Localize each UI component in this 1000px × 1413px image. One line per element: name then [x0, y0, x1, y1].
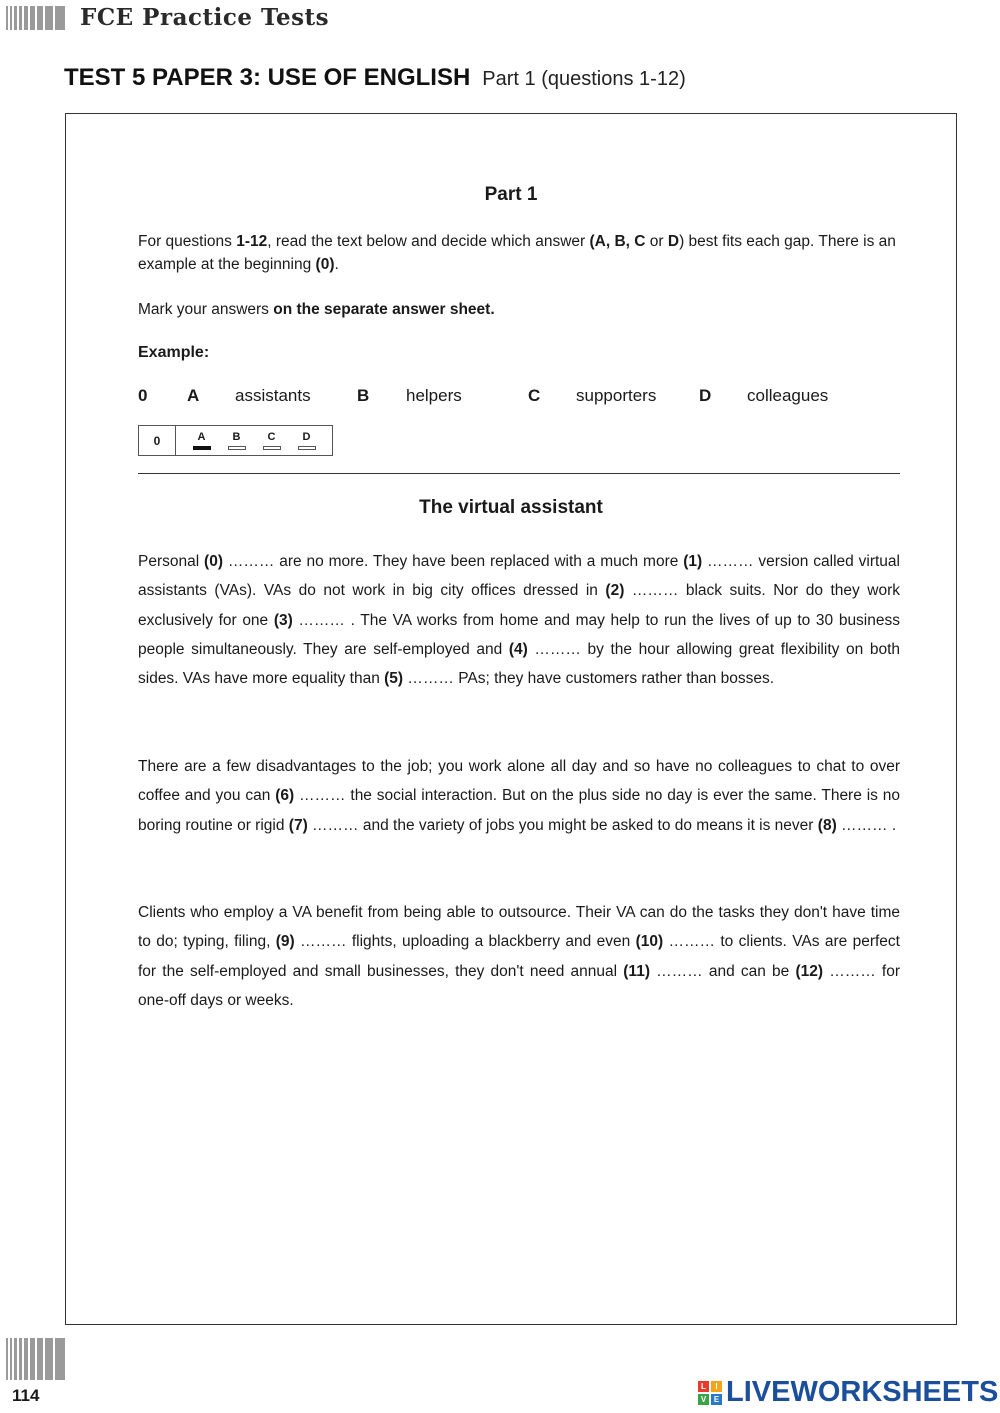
- text-run: ……… and can be: [649, 962, 796, 980]
- text-run: ……… and the variety of jobs you might be asked to do means it is never: [307, 816, 818, 834]
- option-text-d: colleagues: [747, 386, 829, 405]
- text-run: ……… black suits. Nor do they work exclusively for one: [138, 582, 900, 629]
- text-title: The virtual assistant: [419, 497, 603, 518]
- answer-letter-a: A: [197, 430, 206, 443]
- page-number: 114: [12, 1386, 40, 1405]
- gap-number: (4): [508, 640, 528, 658]
- gap-number: (0): [315, 256, 335, 273]
- test-title: [64, 64, 686, 92]
- book-title: FCE Practice Tests: [80, 4, 330, 31]
- text-run: ……… PAs; they have customers rather than bosses.: [403, 670, 775, 688]
- test-title-main: TEST 5 PAPER 3: USE OF ENGLISH: [64, 64, 471, 91]
- answer-box-number: 0: [139, 426, 176, 455]
- gap-number: (5): [384, 670, 404, 688]
- text-run: , read the text below and decide which answer: [267, 233, 590, 250]
- option-letter-b: B: [357, 386, 370, 405]
- example-number: 0: [138, 386, 148, 405]
- answer-letter-d: D: [302, 430, 311, 443]
- gap-number: (9): [275, 933, 295, 951]
- text-run: For questions: [138, 233, 237, 250]
- text-run: ……… . The VA works from home and may help to run the lives of up to 30 business people simultaneously. They are self-employed and: [138, 611, 900, 658]
- option-letter-a: A: [187, 386, 200, 405]
- gap-number: (7): [288, 816, 308, 834]
- gap-number: on the separate answer sheet.: [273, 301, 495, 318]
- text-run: or: [645, 233, 668, 250]
- brand-text: LIVEWORKSHEETS: [726, 1376, 999, 1408]
- header-stripes-decoration: [6, 6, 65, 30]
- option-text-c: supporters: [576, 386, 657, 405]
- gap-number: (8): [817, 816, 837, 834]
- text-run: ……… are no more. They have been replaced with a much more: [223, 553, 684, 570]
- section-divider: [138, 473, 900, 474]
- logo-tile: E: [711, 1394, 722, 1405]
- gap-number: (1): [683, 553, 703, 570]
- gap-number: (10): [635, 933, 664, 951]
- answer-option-d[interactable]: [298, 426, 316, 455]
- gap-number: (11): [623, 962, 650, 980]
- answer-mark-b: [228, 446, 246, 450]
- text-run: ……… version called virtual assistants (VAs). VAs do not work in big city offices dressed in: [138, 553, 900, 600]
- logo-tile: V: [698, 1394, 709, 1405]
- answer-option-a[interactable]: [193, 426, 211, 455]
- text-run: ……… the social interaction. But on the plus side no day is ever the same. There is no boring routine or rigid: [138, 787, 900, 834]
- gap-number: (6): [275, 787, 295, 805]
- answer-sheet-instruction: [138, 298, 908, 321]
- paragraph-3: [138, 898, 900, 1015]
- gap-number: (2): [605, 582, 625, 600]
- paragraph-2: [138, 752, 900, 840]
- text-run: .: [334, 256, 339, 273]
- gap-number: (A, B, C: [589, 233, 646, 250]
- logo-tile: I: [711, 1381, 722, 1392]
- text-run: ……… to clients. VAs are perfect for the self-employed and small businesses, they don't need annual: [138, 933, 900, 980]
- option-text-b: helpers: [406, 386, 462, 405]
- answer-mark-d: [298, 446, 316, 450]
- part-heading: Part 1: [484, 184, 538, 205]
- question-frame: [65, 113, 957, 1325]
- answer-letter-c: C: [267, 430, 276, 443]
- gap-number: 1-12: [236, 233, 268, 250]
- option-letter-c: C: [528, 386, 541, 405]
- example-answer-box: [138, 425, 333, 456]
- answer-option-c[interactable]: [263, 426, 281, 455]
- test-title-sub: Part 1 (questions 1-12): [482, 68, 686, 90]
- text-run: ) best fits each gap. There is an example at the beginning: [138, 233, 896, 273]
- logo-tile: L: [698, 1381, 709, 1392]
- liveworksheets-brand[interactable]: [698, 1376, 998, 1409]
- text-run: ……… flights, uploading a blackberry and even: [294, 933, 636, 951]
- text-run: Mark your answers: [138, 301, 274, 318]
- instructions-text: [138, 230, 908, 276]
- gap-number: (12): [795, 962, 824, 980]
- answer-mark-c: [263, 446, 281, 450]
- text-run: ……… by the hour allowing great flexibility on both sides. VAs have more equality than: [138, 640, 900, 688]
- answer-mark-a: [193, 446, 211, 450]
- answer-option-b[interactable]: [228, 426, 246, 455]
- option-text-a: assistants: [235, 386, 311, 405]
- option-letter-d: D: [699, 386, 712, 405]
- footer-stripes-decoration: [6, 1338, 65, 1380]
- text-run: ……… .: [836, 816, 897, 834]
- example-label: Example:: [138, 344, 210, 361]
- text-run: Clients who employ a VA benefit from being able to outsource. Their VA can do the tasks they don't have time to do; typing, filing,: [138, 904, 900, 951]
- gap-number: (0): [204, 553, 223, 570]
- gap-number: D: [667, 233, 680, 250]
- gap-number: (3): [273, 611, 293, 629]
- text-run: ……… for one-off days or weeks.: [138, 962, 901, 1009]
- text-run: There are a few disadvantages to the job; you work alone all day and so have no colleagues to chat to over coffee and you can: [138, 758, 900, 805]
- answer-letter-b: B: [232, 430, 241, 443]
- paragraph-1: [138, 547, 900, 693]
- liveworksheets-logo-icon: [698, 1381, 722, 1405]
- text-run: Personal: [138, 553, 205, 570]
